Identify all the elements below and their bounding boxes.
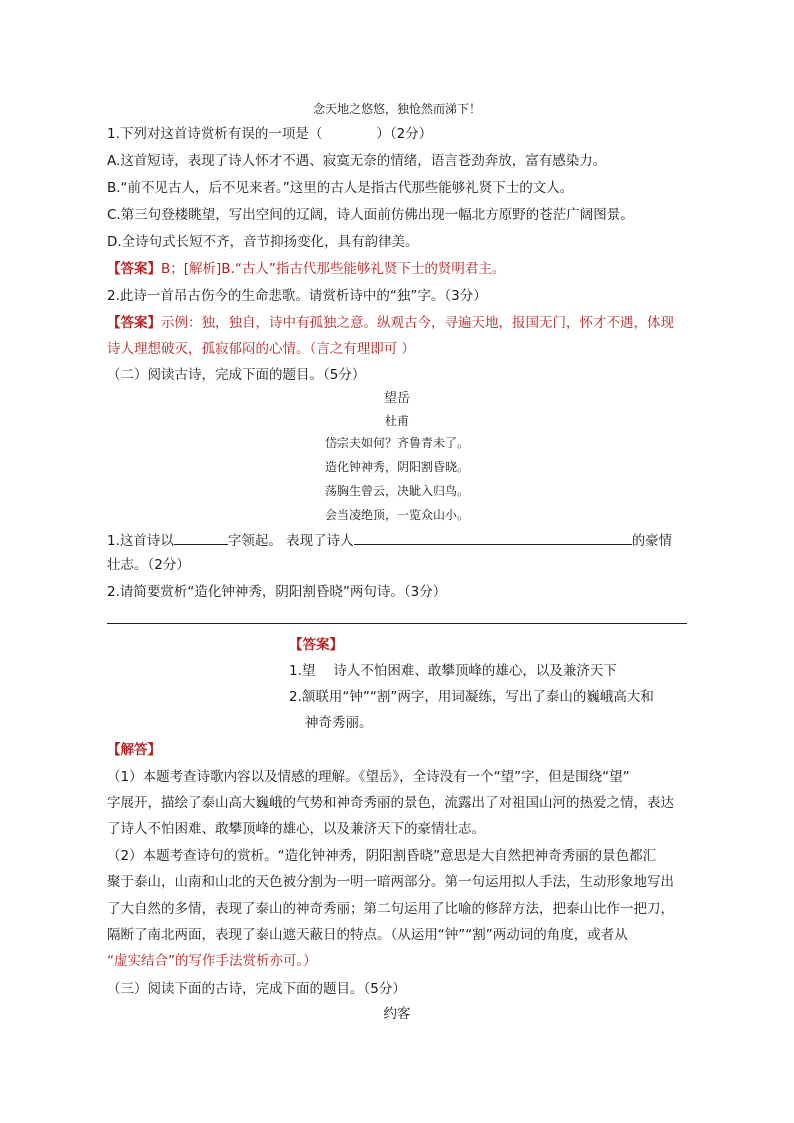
q1-option-b: B.“前不见古人，后不见来者。”这里的古人是指古代那些能够礼贤下士的文人。 [107, 180, 574, 196]
poem-last-line: 念天地之悠悠，独怆然而涕下！ [312, 102, 481, 116]
answer-item-2-line1: 2.颔联用“钟”“割”两字，用词凝练，写出了泰山的巍峨高大和 [289, 689, 654, 705]
explanation-p2-line4: 隔断了南北两面，表现了泰山遮天蔽日的特点。（从运用“钟”“割”两动词的角度，或者从 [107, 927, 628, 943]
answer-item-2-line2: 神奇秀丽。 [305, 715, 373, 731]
q1-stem: 1.下列对这首诗赏析有误的一项是（ ）（2分） [107, 126, 433, 142]
s2-q2-stem: 2.请简要赏析“造化钟神秀，阴阳割昏晓”两句诗。（3分） [107, 584, 447, 600]
q1-option-a: A.这首短诗，表现了诗人怀才不遇、寂寞无奈的情绪，语言苍劲奔放，富有感染力。 [107, 153, 607, 169]
explanation-p2-line5: “虚实结合”的写作手法赏析亦可。） [107, 953, 317, 969]
explanation-p2-line1: （2）本题考查诗句的赏析。“造化钟神秀，阴阳割昏晓”意思是大自然把神奇秀丽的景色都汇 [107, 848, 657, 864]
q2-answer-line2: 诗人理想破灭，孤寂郁闷的心情。（言之有理即可 ） [107, 341, 416, 357]
explanation-p1-line3: 了诗人不怕困难、敢攀顶峰的雄心，以及兼济天下的豪情壮志。 [107, 821, 485, 837]
q1-option-c: C.第三句登楼眺望，写出空间的辽阔，诗人面前仿佛出现一幅北方原野的苍茫广阔图景。 [107, 207, 634, 223]
answer-item-1: 1.望 诗人不怕困难、敢攀顶峰的雄心，以及兼济天下 [289, 663, 617, 679]
q2-stem: 2.此诗一首吊古伤今的生命悲歌。请赏析诗中的“独”字。（3分） [107, 288, 487, 304]
q1-answer: 【答案】B；[解析]B.“古人”指古代那些能够礼贤下士的贤明君主。 [107, 261, 506, 277]
answer-blank-short[interactable] [174, 530, 228, 545]
section2-heading: （二）阅读古诗，完成下面的题目。（5分） [107, 367, 366, 383]
answer-heading: 【答案】 [289, 637, 343, 653]
s2-q1-line2: 壮志。（2分） [107, 557, 190, 573]
poem-author: 杜甫 [384, 414, 409, 428]
poem-line-3: 荡胸生曾云，决眦入归鸟。 [324, 484, 469, 498]
section3-heading: （三）阅读下面的古诗，完成下面的题目。（5分） [107, 981, 406, 997]
poem-line-1: 岱宗夫如何？齐鲁青未了。 [324, 436, 469, 450]
explanation-p2-line3: 了大自然的多情，表现了泰山的神奇秀丽；第二句运用了比喻的修辞方法，把泰山比作一把刀， [107, 901, 674, 917]
divider-line [107, 623, 687, 624]
poem-line-4: 会当凌绝顶，一览众山小。 [324, 508, 469, 522]
explanation-p2-line2: 聚于泰山，山南和山北的天色被分割为一明一暗两部分。第一句运用拟人手法，生动形象地写出 [107, 874, 674, 890]
poem-title: 望岳 [383, 391, 410, 406]
explanation-p1-line1: （1）本题考查诗歌内容以及情感的理解。《望岳》，全诗没有一个“望”字，但是围绕“望” [107, 769, 630, 785]
s2-q1-line1: 1.这首诗以 字领起。 表现了诗人 的豪情 [107, 530, 672, 550]
explanation-p1-line2: 字展开，描绘了泰山高大巍峨的气势和神奇秀丽的景色，流露出了对祖国山河的热爱之情，表达 [107, 795, 674, 811]
section3-poem-title: 约客 [383, 1006, 411, 1022]
answer-blank-long[interactable] [354, 530, 632, 545]
q2-answer-line1: 【答案】示例：独，独自，诗中有孤独之意。纵观古今，寻遍天地，报国无门，怀才不遇，体现 [107, 315, 674, 331]
explanation-heading: 【解答】 [107, 742, 161, 758]
q1-option-d: D.全诗句式长短不齐，音节抑扬变化，具有韵律美。 [107, 234, 419, 250]
poem-line-2: 造化钟神秀，阴阳割昏晓。 [324, 460, 469, 474]
